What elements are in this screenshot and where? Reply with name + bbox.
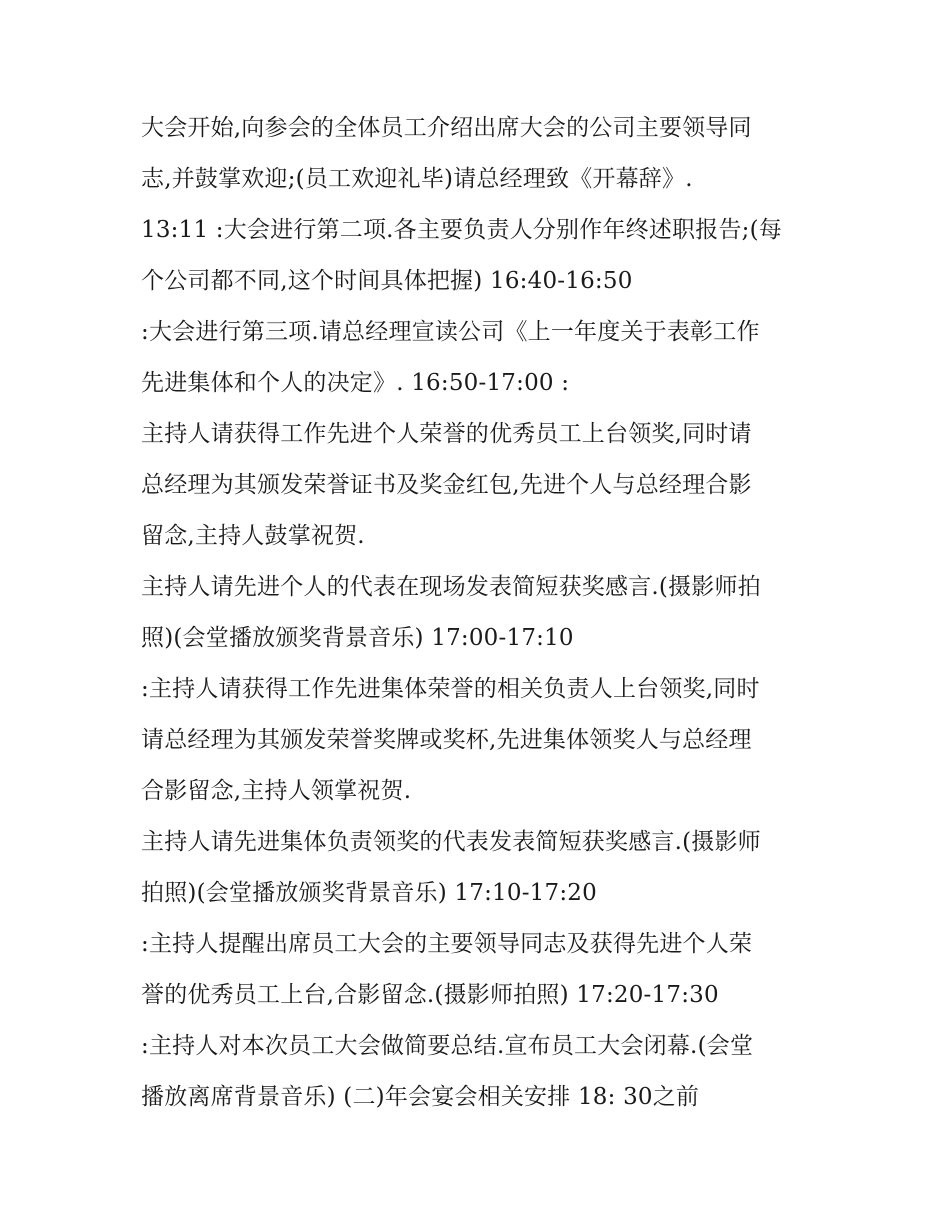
text-line: 请总经理为其颁发荣誉奖牌或奖杯,先进集体领奖人与总经理 <box>141 727 752 753</box>
text-line: 主持人请先进个人的代表在现场发表简短获奖感言.(摄影师拍 <box>141 574 761 600</box>
text-line: 主持人请获得工作先进个人荣誉的优秀员工上台领奖,同时请 <box>141 421 752 447</box>
text-line: 照)(会堂播放颁奖背景音乐) 17:00-17:10 <box>141 625 574 651</box>
text-line: 大会开始,向参会的全体员工介绍出席大会的公司主要领导同 <box>141 115 752 141</box>
text-line: 合影留念,主持人领掌祝贺. <box>141 778 412 804</box>
text-line: 个公司都不同,这个时间具体把握) 16:40-16:50 <box>141 268 633 294</box>
text-line: 志,并鼓掌欢迎;(员工欢迎礼毕)请总经理致《开幕辞》. <box>141 166 693 192</box>
text-line: 留念,主持人鼓掌祝贺. <box>141 523 365 549</box>
text-line: :主持人提醒出席员工大会的主要领导同志及获得先进个人荣 <box>141 931 753 957</box>
text-line: :主持人请获得工作先进集体荣誉的相关负责人上台领奖,同时 <box>141 676 760 702</box>
text-line: :大会进行第三项.请总经理宣读公司《上一年度关于表彰工作 <box>141 319 760 345</box>
text-line: 先进集体和个人的决定》. 16:50-17:00 : <box>141 370 570 396</box>
text-line: 主持人请先进集体负责领奖的代表发表简短获奖感言.(摄影师 <box>141 829 761 855</box>
text-line: 播放离席背景音乐) (二)年会宴会相关安排 18: 30之前 <box>141 1084 700 1110</box>
text-line: :主持人对本次员工大会做简要总结.宣布员工大会闭幕.(会堂 <box>141 1033 754 1059</box>
text-line: 13:11 :大会进行第二项.各主要负责人分别作年终述职报告;(每 <box>141 217 782 243</box>
text-line: 誉的优秀员工上台,合影留念.(摄影师拍照) 17:20-17:30 <box>141 982 719 1008</box>
text-line: 总经理为其颁发荣誉证书及奖金红包,先进个人与总经理合影 <box>141 472 752 498</box>
document-body <box>141 103 821 1123</box>
text-line: 拍照)(会堂播放颁奖背景音乐) 17:10-17:20 <box>141 880 597 906</box>
